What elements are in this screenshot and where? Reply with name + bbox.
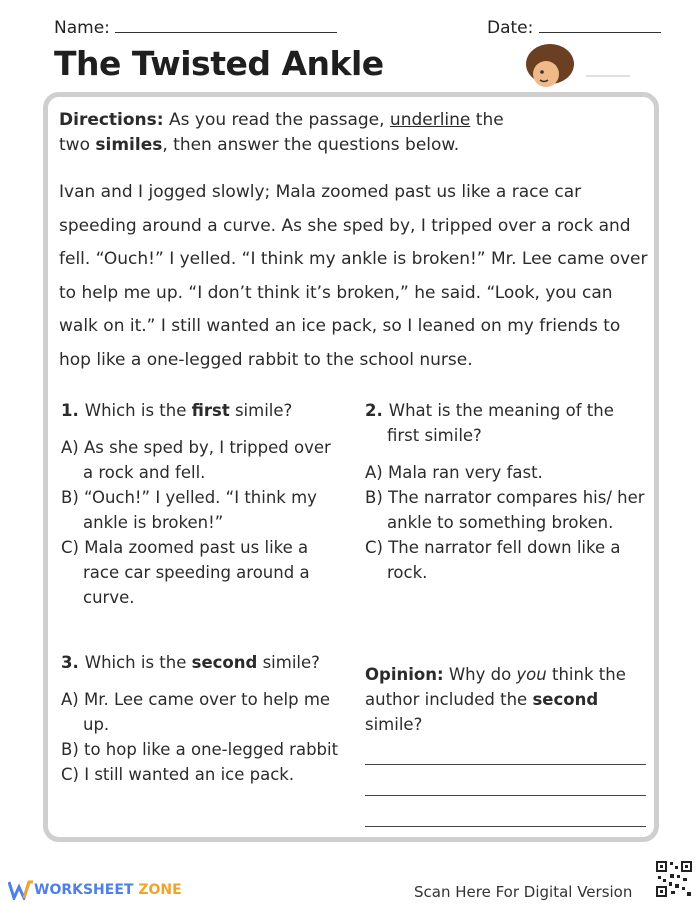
directions-label: Directions: xyxy=(59,110,164,130)
directions-text: As you read the passage, xyxy=(163,110,390,130)
question-2 xyxy=(365,398,650,585)
prompt-text: Why do xyxy=(443,665,517,684)
prompt-bold: first xyxy=(191,401,230,420)
brand-text: WORKSHEET xyxy=(34,882,134,898)
directions-similes-word: similes xyxy=(95,135,163,155)
answer-line[interactable] xyxy=(365,795,646,796)
prompt-text: simile? xyxy=(229,401,293,420)
date-label: Date: xyxy=(487,18,534,38)
answer-option[interactable]: A) As she sped by, I tripped over a rock and fell. xyxy=(61,438,331,482)
directions-text: , then answer the questions below. xyxy=(162,135,460,155)
prompt-italic: you xyxy=(516,665,547,684)
prompt-text: Which is the xyxy=(84,401,192,420)
name-blank-line[interactable] xyxy=(115,31,337,33)
opinion-question xyxy=(365,662,645,737)
prompt-text: think the author included the xyxy=(365,665,626,709)
question-1 xyxy=(61,398,346,610)
answer-option[interactable]: B) “Ouch!” I yelled. “I think my ankle is broken!” xyxy=(61,488,317,532)
reading-passage[interactable]: Ivan and I jogged slowly; Mala zoomed past us like a race car speeding around a curve. As she sped by, I tripped over a rock and fell. “Ouch!” I yelled. “I think my ankle is broken!” Mr. Lee came over to help me up. “I don’t think it’s broken,” he said. “Look, you can walk on it.” I still wanted an ice pack, so I leaned on my friends to hop like a one-legged rabbit to the school nurse. xyxy=(59,182,648,370)
date-blank-line[interactable] xyxy=(539,31,661,33)
question-2-prompt xyxy=(365,398,650,448)
question-number: 3. xyxy=(61,653,79,672)
question-number: 2. xyxy=(365,401,383,420)
name-field xyxy=(54,18,337,38)
directions-underline-word: underline xyxy=(389,110,471,130)
answer-option[interactable]: C) Mala zoomed past us like a race car speeding around a curve. xyxy=(61,538,310,607)
scan-text: Scan Here For Digital Version xyxy=(414,883,633,901)
question-number: 1. xyxy=(61,401,79,420)
directions-text: the two xyxy=(59,110,504,155)
answer-option[interactable]: C) The narrator fell down like a rock. xyxy=(365,538,621,582)
runner-eye xyxy=(540,70,544,74)
prompt-bold: second xyxy=(532,690,599,709)
answer-option[interactable]: C) I still wanted an ice pack. xyxy=(61,765,295,784)
prompt-bold: second xyxy=(191,653,258,672)
question-3 xyxy=(61,650,351,787)
page-title: The Twisted Ankle xyxy=(54,44,384,83)
opinion-label: Opinion: xyxy=(365,665,444,684)
runner-face xyxy=(533,61,559,87)
question-3-prompt xyxy=(61,650,351,675)
worksheet-zone-logo[interactable] xyxy=(8,880,182,900)
answer-line[interactable] xyxy=(365,764,646,765)
question-1-prompt xyxy=(61,398,346,423)
prompt-text: simile? xyxy=(257,653,320,672)
prompt-text: Which is the xyxy=(84,653,192,672)
directions xyxy=(59,108,529,158)
qr-code-icon[interactable] xyxy=(655,860,693,898)
answer-option[interactable]: B) to hop like a one-legged rabbit xyxy=(61,740,339,759)
prompt-text: What is the meaning of the first simile? xyxy=(387,401,614,445)
answer-option[interactable]: A) Mala ran very fast. xyxy=(365,463,543,482)
answer-line[interactable] xyxy=(365,826,646,827)
answer-option[interactable]: A) Mr. Lee came over to help me up. xyxy=(61,690,331,734)
logo-w-icon xyxy=(8,880,34,900)
date-field xyxy=(487,18,661,38)
name-label: Name: xyxy=(54,18,110,38)
answer-option[interactable]: B) The narrator compares his/ her ankle to something broken. xyxy=(365,488,645,532)
prompt-text: simile? xyxy=(365,715,423,734)
brand-text-zone: ZONE xyxy=(133,882,182,898)
